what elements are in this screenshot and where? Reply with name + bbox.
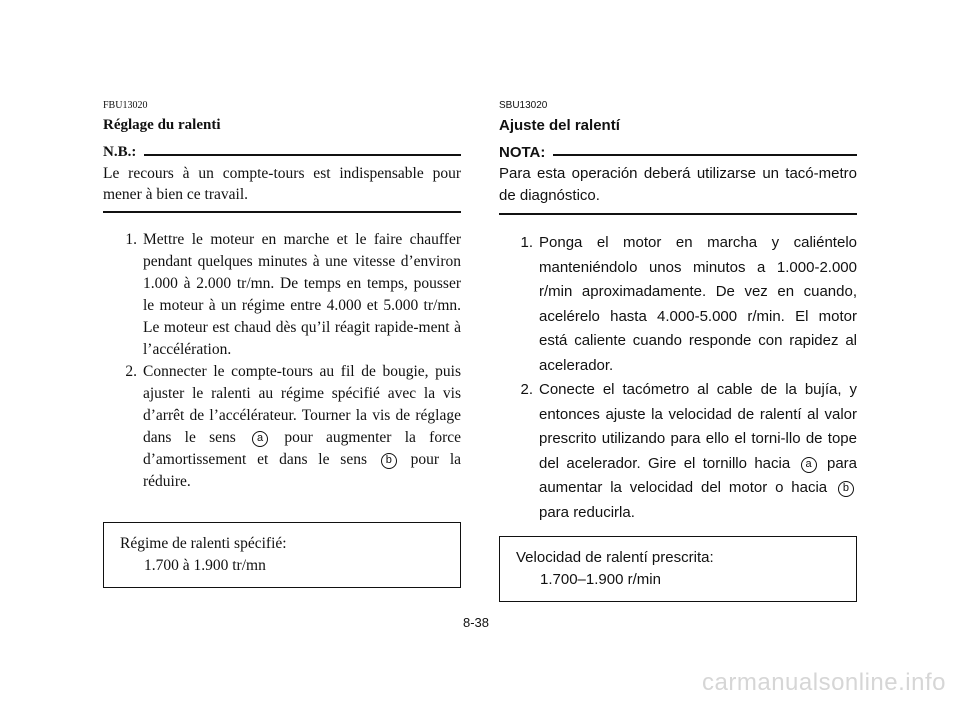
spec-label: Régime de ralenti spécifié: — [120, 535, 287, 552]
watermark: carmanualsonline.info — [702, 669, 946, 696]
step-text-part: Connecter le compte-tours au fil de bougie, puis ajuster le ralenti au régime spécifié avec la vis d’arrêt de l’accélérateur. Tourner la vis de réglage dans le sens — [143, 363, 461, 446]
spec-box-french — [103, 522, 461, 588]
step-number: 1. — [125, 231, 137, 248]
step-number: 2. — [520, 381, 533, 398]
step-number: 2. — [125, 363, 137, 380]
step-text — [539, 378, 857, 525]
step-text-part: pour la réduire. — [143, 451, 462, 490]
note-divider — [144, 154, 461, 156]
step-item — [499, 378, 857, 525]
step-text-part: pour augmenter la force d’amortissement et dans le sens — [143, 429, 461, 468]
spanish-column — [499, 100, 857, 525]
spec-value: 1.700 à 1.900 tr/mn — [144, 557, 266, 574]
section-code: SBU13020 — [499, 100, 548, 111]
french-column — [103, 100, 461, 493]
note-divider — [553, 154, 857, 156]
spec-value: 1.700–1.900 r/min — [540, 571, 661, 588]
step-number: 1. — [520, 234, 533, 251]
step-text: Mettre le moteur en marche et le faire chauffer pendant quelques minutes à une vitesse d’environ 1.000 à 2.000 tr/mn. De temps en temps, pousser le moteur à un régime entre 4.000 et 5.000 tr/mn. Le moteur est chaud dès qu’il réagit rapide-ment à l’accélération. — [143, 231, 461, 358]
note-label: NOTA: — [499, 144, 546, 161]
note-label: N.B.: — [103, 144, 137, 160]
step-list — [499, 231, 857, 525]
step-text: Ponga el motor en marcha y caliéntelo manteniéndolo unos minutos a 1.000-2.000 r/min aproximadamente. De vez en cuando, acelérelo hasta 4.000-5.000 r/min. El motor está caliente cuando responde con rapidez al acelerador. — [539, 234, 857, 374]
step-list — [103, 229, 461, 493]
step-text-part: para reducirla. — [539, 503, 635, 521]
note-header — [499, 144, 857, 161]
note-end-divider — [103, 211, 461, 213]
step-text-part: para aumentar la velocidad del motor o hacia — [539, 454, 858, 496]
marker-b-icon: b — [381, 453, 397, 469]
section-title: Ajuste del ralentí — [499, 117, 620, 134]
note-text: Le recours à un compte-tours est indispensable pour mener à bien ce travail. — [103, 165, 461, 203]
note-header — [103, 144, 461, 161]
marker-b-icon: b — [838, 481, 854, 497]
section-title: Réglage du ralenti — [103, 117, 221, 133]
step-item — [499, 231, 857, 378]
spec-box-spanish — [499, 536, 857, 602]
marker-a-icon: a — [252, 431, 268, 447]
step-text-part: Conecte el tacómetro al cable de la bujía, y entonces ajuste la velocidad de ralentí al valor prescrito utilizando para ello el torni-llo de tope del acelerador. Gire el tornillo hacia — [539, 381, 857, 472]
spec-label: Velocidad de ralentí prescrita: — [516, 549, 714, 566]
step-item — [103, 229, 461, 361]
marker-a-icon: a — [801, 457, 817, 473]
note-text: Para esta operación deberá utilizarse un tacó-metro de diagnóstico. — [499, 165, 857, 204]
step-item — [103, 361, 461, 493]
page-number: 8-38 — [463, 615, 490, 630]
step-text — [143, 361, 461, 493]
section-code: FBU13020 — [103, 100, 148, 111]
note-end-divider — [499, 213, 857, 215]
